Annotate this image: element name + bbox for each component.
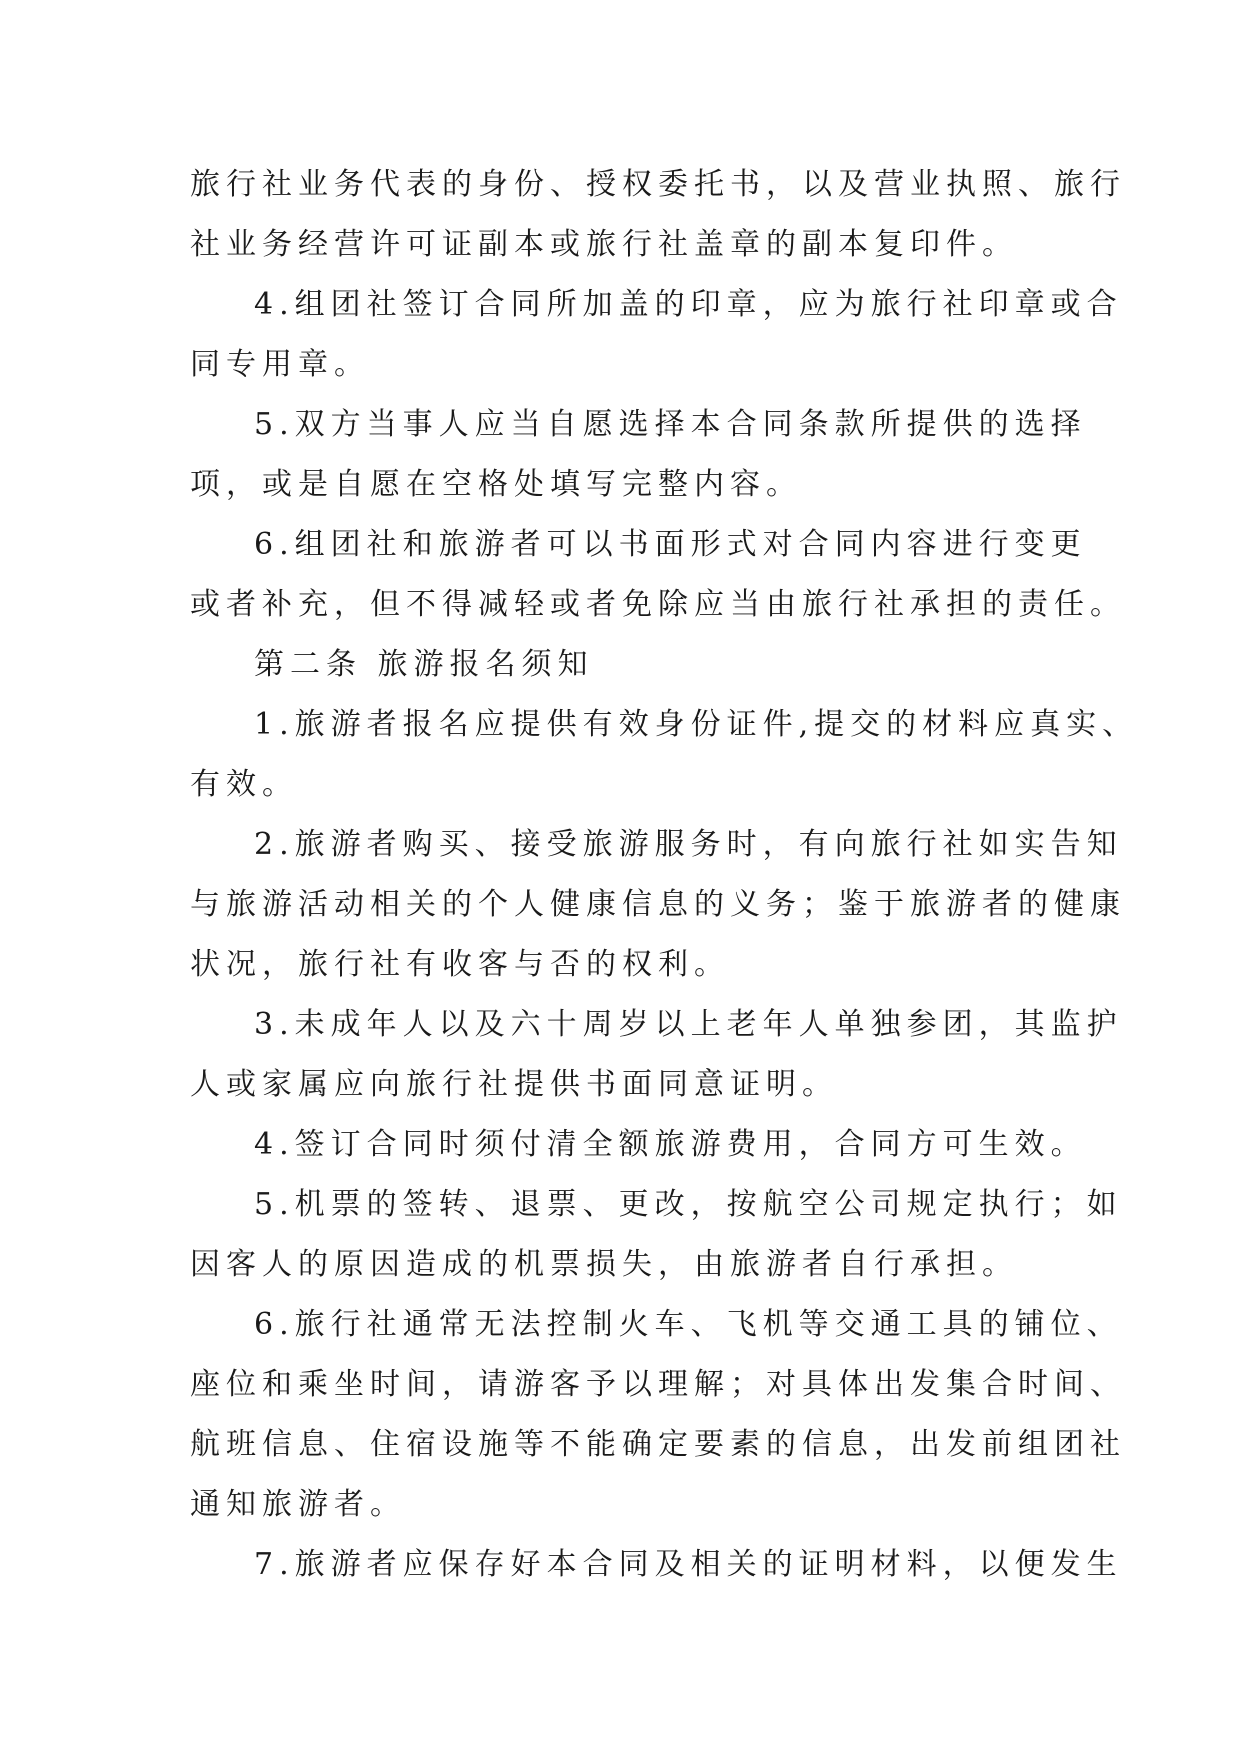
notice-item-2: 2.旅游者购买、接受旅游服务时，有向旅行社如实告知: [254, 827, 1123, 862]
paragraph-line: 旅行社业务代表的身份、授权委托书，以及营业执照、旅行: [190, 167, 1126, 202]
notice-item-1: 1.旅游者报名应提供有效身份证件,提交的材料应真实、: [254, 707, 1139, 742]
notice-item-7: 7.旅游者应保存好本合同及相关的证明材料，以便发生: [254, 1547, 1123, 1582]
notice-item-5: 5.机票的签转、退票、更改，按航空公司规定执行；如: [254, 1187, 1123, 1222]
paragraph-line: 状况，旅行社有收客与否的权利。: [190, 947, 730, 982]
paragraph-line: 或者补充，但不得减轻或者免除应当由旅行社承担的责任。: [190, 587, 1126, 622]
clause-item-6: 6.组团社和旅游者可以书面形式对合同内容进行变更: [254, 527, 1087, 562]
paragraph-line: 社业务经营许可证副本或旅行社盖章的副本复印件。: [190, 227, 1018, 262]
paragraph-line: 因客人的原因造成的机票损失，由旅游者自行承担。: [190, 1247, 1018, 1282]
notice-item-6: 6.旅行社通常无法控制火车、飞机等交通工具的铺位、: [254, 1307, 1123, 1342]
paragraph-line: 通知旅游者。: [190, 1487, 406, 1522]
paragraph-line: 有效。: [190, 767, 298, 802]
paragraph-line: 同专用章。: [190, 347, 370, 382]
paragraph-line: 与旅游活动相关的个人健康信息的义务；鉴于旅游者的健康: [190, 887, 1126, 922]
notice-item-3: 3.未成年人以及六十周岁以上老年人单独参团，其监护: [254, 1007, 1123, 1042]
clause-item-5: 5.双方当事人应当自愿选择本合同条款所提供的选择: [254, 407, 1087, 442]
paragraph-line: 航班信息、住宿设施等不能确定要素的信息，出发前组团社: [190, 1427, 1126, 1462]
paragraph-line: 项，或是自愿在空格处填写完整内容。: [190, 467, 802, 502]
clause-item-4: 4.组团社签订合同所加盖的印章，应为旅行社印章或合: [254, 287, 1123, 322]
notice-item-4: 4.签订合同时须付清全额旅游费用，合同方可生效。: [254, 1127, 1087, 1162]
section-heading: 第二条 旅游报名须知: [254, 647, 594, 682]
paragraph-line: 座位和乘坐时间，请游客予以理解；对具体出发集合时间、: [190, 1367, 1126, 1402]
document-body: [190, 155, 1139, 1595]
paragraph-line: 人或家属应向旅行社提供书面同意证明。: [190, 1067, 838, 1102]
